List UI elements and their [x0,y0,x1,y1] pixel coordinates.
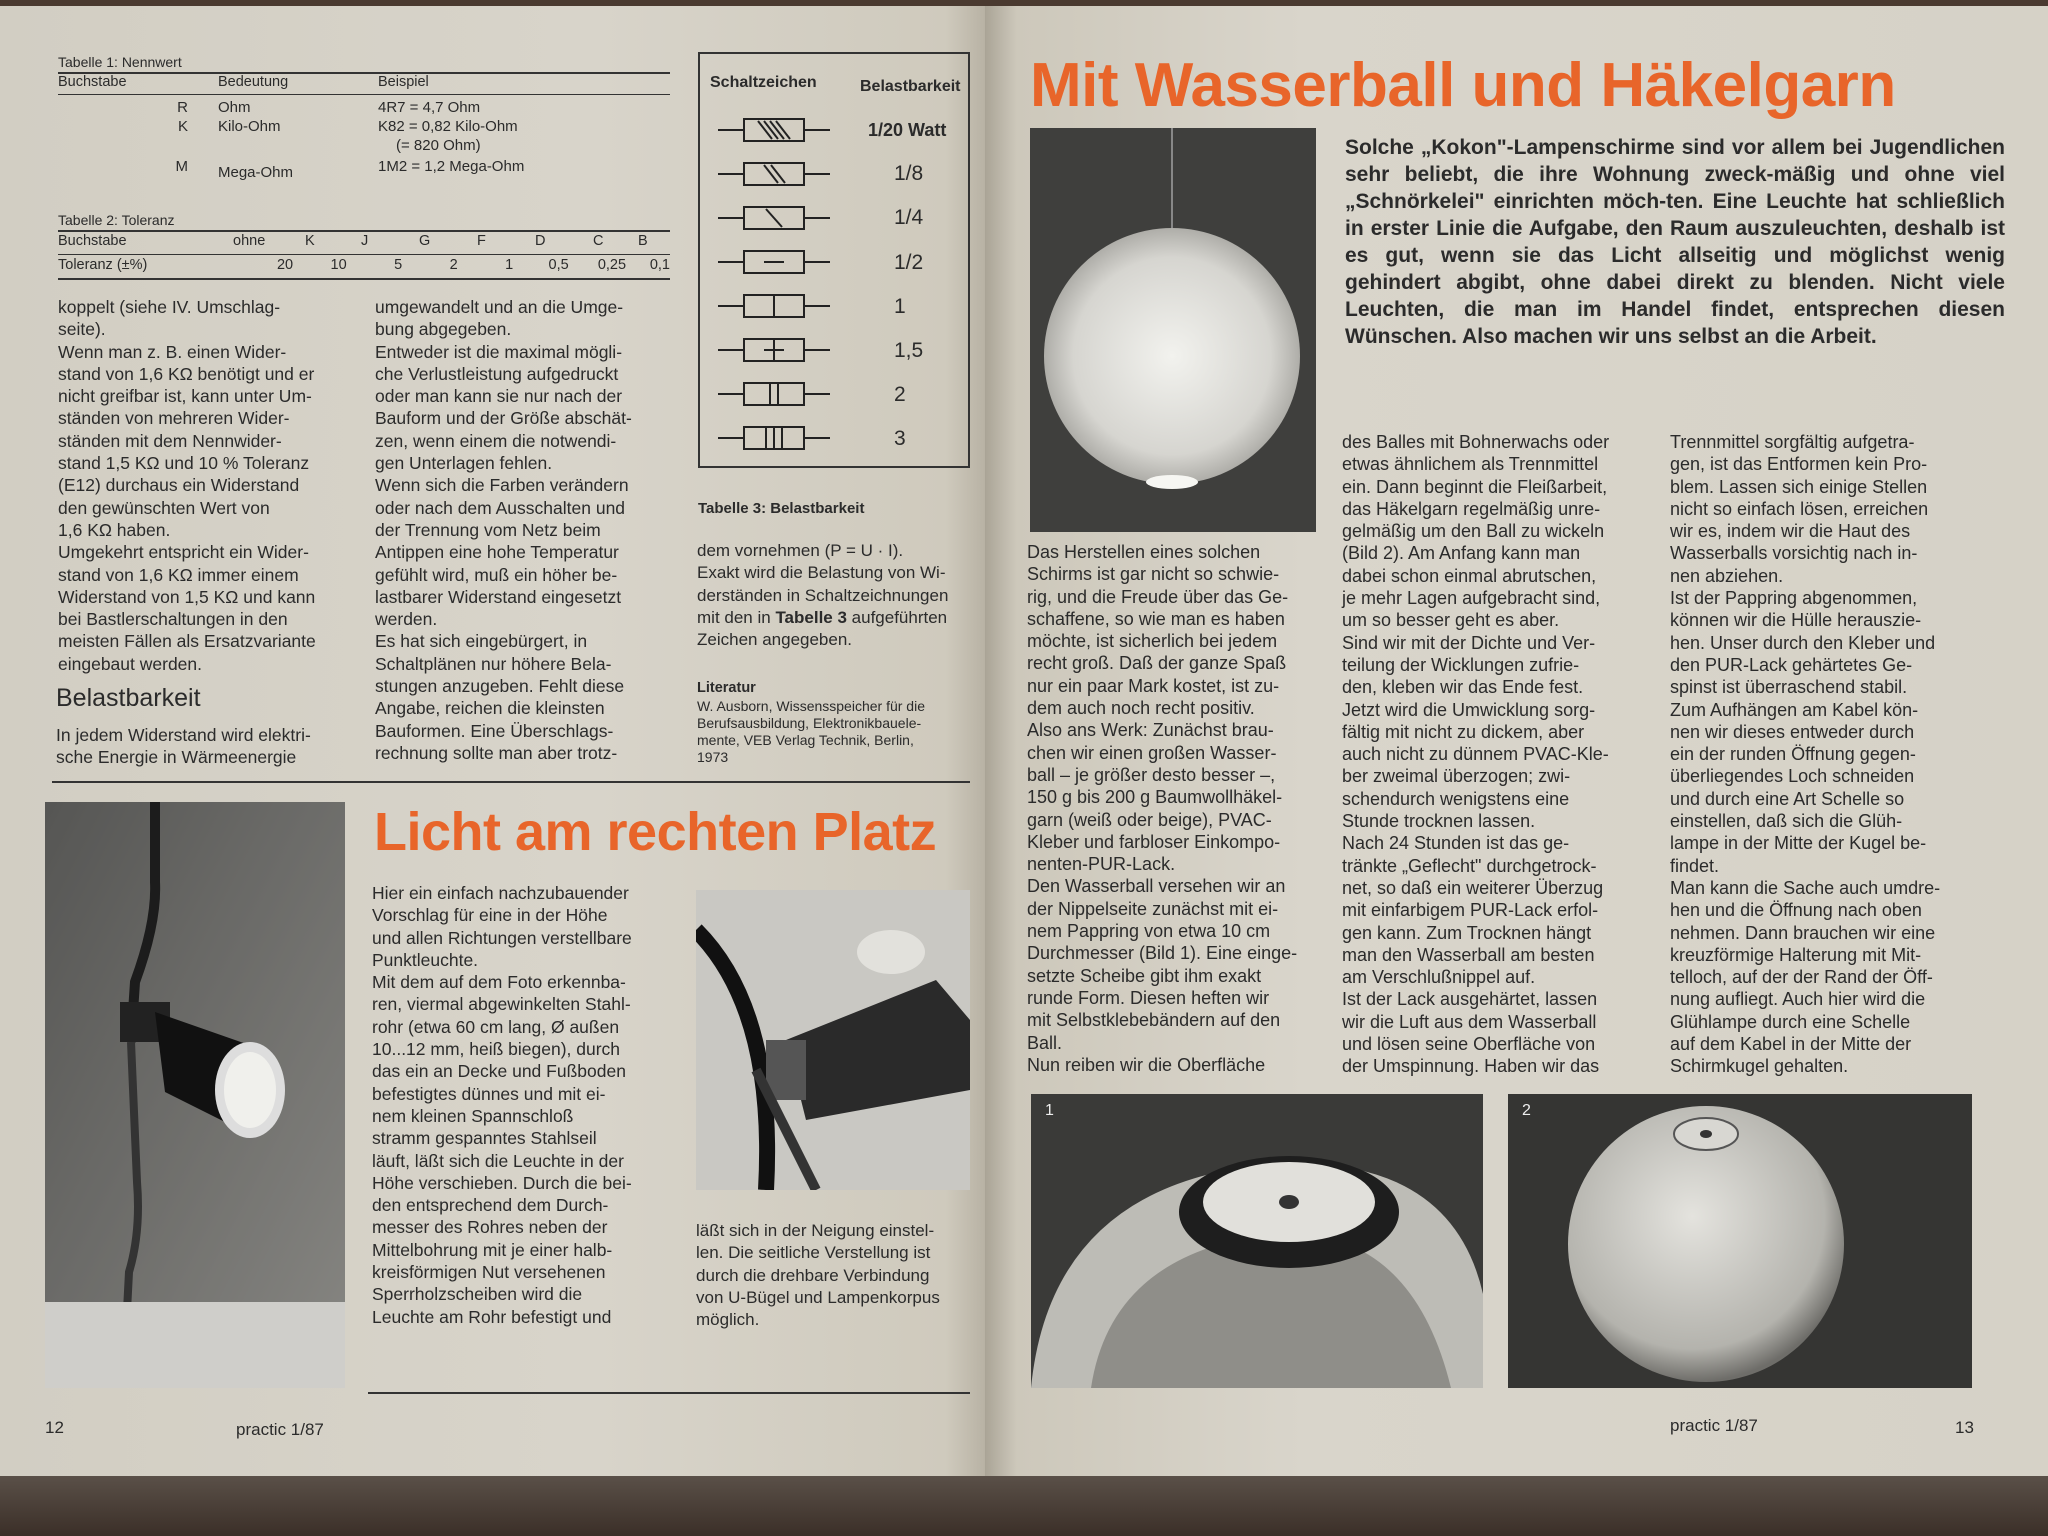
column-1-text: koppelt (siehe IV. Umschlag- seite). Wenn man z. B. einen Wider- stand von 1,6 KΩ benötigt und er nicht greifbar ist, kann unter Um- ständen von mehreren Wider- ständen mit dem Nennwider- stand 1,5 KΩ und 10 % Toleranz (E12) durchaus ein Widerstand den gewünschten Wert von 1,6 KΩ haben. Umgekehrt entspricht ein Wider- stand von 1,6 KΩ immer einem Widerstand von 1,5 KΩ und kann bei Bastlerschaltungen in den meisten Fällen als Ersatzvariante eingebaut werden. [58,297,316,674]
page-number-left: 12 [45,1418,64,1437]
rating: 1,5 [894,339,924,363]
right-column-1: Das Herstellen eines solchen Schirms ist gar nicht so schwie- rig, und die Freude über das Ge- schaffene, so wie man es haben möchte, ist sicherlich bei jedem recht groß. Daß der ganze Spaß nur ein paar Mark kostet, ist zu- dem auch noch recht positiv. Also ans Werk: Zunächst brau- chen wir einen großen Wasser- ball – je größer desto besser –, 150 g bis 200 g Baumwollhäkel- garn (weiß oder beige), PVAC- Kleber und farbloser Einkompo- nenten-PUR-Lack. Den Wasserball versehen wir an der Nippelseite zunächst mit ei- nem Pappring von etwa 10 cm Durchmesser (Bild 1). Eine einge- setzte Scheibe gibt ihm exakt runde Form. Diesen heften wir mit Selbstklebebändern auf den Ball. Nun reiben wir die Oberfläche [1027,542,1298,1075]
left-page [0,6,985,1476]
table-cell: K82 = 0,82 Kilo-Ohm [378,118,518,135]
table2-cell: 0,5 [548,257,569,273]
right-column-2: des Balles mit Bohnerwachs oder etwas ähnlichem als Trennmittel ein. Dann beginnt die Fleißarbeit, das Häkelgarn regelmäßig unre- gelmäßig um den Ball zu wickeln (Bild 2). Am Anfang kann man dabei schon einmal abrutschen, je mehr Lagen aufgebracht sind, um so besser geht es aber. Sind wir mit der Dichte und Ver- teilung der Wicklungen zufrie- den, kleben wir das Ende fest. Jetzt wird die Umwicklung sorg- fältig mit nicht zu dickem, aber auch nicht zu dünnem PVAC-Kle- ber zweimal überzogen; zwi- schendurch wenigstens eine Stunde trocknen lassen. Nach 24 Stunden ist das ge- tränkte „Geflecht" durchgetrock- net, so daß ein weiterer Überzug mit einfarbigem PUR-Lack erfol- gen kann. Zum Trocknen hängt man den Wasserball am besten am Verschlußnippel auf. Ist der Lack ausgehärtet, lassen wir die Luft aus dem Wasserball und lösen seine Oberfläche von der Umspinnung. Haben wir das [1342,432,1610,1077]
table2-header: D [535,233,546,249]
footer-left: practic 1/87 [236,1420,324,1439]
resistor-symbol-icon [718,295,830,317]
table1-header: Bedeutung [218,74,289,90]
column-2-text: umgewandelt und an die Umge- bung abgegeben. Entweder ist die maximal mögli- che Verlustleistung aufgedruckt oder man kann sie nur nach der Bauform und der Größe abschät- zen, wenn einem die notwendi- gen Unterlagen fehlen. Wenn sich die Farben verändern oder nach dem Ausschalten und der Trennung vom Netz beim Antippen eine hohe Temperatur gefühlt wird, muß ein höher be- lastbarer Widerstand eingesetzt werden. Es hat sich eingebürgert, in Schaltplänen nur höhere Bela- stungen anzugeben. Fehlt diese Angabe, reichen die kleinsten Bauformen. Eine Überschlags- rechnung sollte man aber trotz- [375,297,632,763]
photo-2-label: 2 [1522,1102,1531,1119]
table1-body [58,98,670,182]
page-number-right: 13 [1955,1418,1974,1437]
table-cell: Ohm [218,99,251,116]
resistor-symbol-icon [718,119,830,141]
rating: 2 [894,383,906,407]
rating: 1/8 [894,162,924,186]
table1-caption: Tabelle 1: Nennwert [58,54,182,70]
rating: 1/4 [894,206,924,230]
cocoon-lamp-photo-image [1030,128,1316,532]
table3-ratings [868,108,958,462]
table2-cell: 20 [276,257,294,273]
photo-lamp-joint [696,890,970,1190]
photo-1-label: 1 [1045,1102,1054,1119]
article2-title: Licht am rechten Platz [374,802,937,862]
table2-header: Buchstabe [58,233,127,249]
column-3-text [697,540,969,651]
rating: 3 [894,427,906,451]
resistor-symbols [714,102,834,462]
table2-header: F [477,233,486,249]
literature-title: Literatur [697,680,756,696]
table-reference: Tabelle 3 [775,607,847,627]
rating: 1 [894,294,906,318]
photo-bild-2 [1508,1094,1972,1388]
table2-cell: 0,1 [649,257,670,273]
table2-cell: 1 [505,257,514,273]
bild-1-photo-image [1031,1094,1483,1388]
table-cell: M [175,158,188,175]
article-title: Mit Wasserball und Häkelgarn [1030,51,1896,120]
table-cell: (= 820 Ohm) [396,137,481,154]
resistor-symbol-icon [718,251,830,273]
table3-box [698,52,970,468]
table-cell: R [177,99,188,116]
table2-row-label: Toleranz (±%) [58,257,148,273]
table2-header: C [593,233,604,249]
column-3-text-a: dem vornehmen (P = U · I). Exakt wird die Belastung von Wi- derständen in Schaltzeichnungen mit den in [697,541,949,627]
article2-column-1: Hier ein einfach nachzubauender Vorschlag für eine in der Höhe und allen Richtungen verstellbare Punktleuchte. Mit dem auf dem Foto erkennba- ren, viermal abgewinkelten Stahl- rohr (etwa 60 cm lang, Ø außen 10...12 mm, heiß biegen), durch das ein an Decke und Fußboden befestigtes dünnes und mit ei- nem kleinen Spannschloß stramm gespanntes Stahlseil läuft, läßt sich die Leuchte in der Höhe verschieben. Durch die bei- den entsprechend dem Durch- messer des Rohres neben der Mittelbohrung mit je einer halb- kreisförmigen Nut versehenen Sperrholzscheiben wird die Leuchte am Rohr befestigt und [372,883,632,1327]
resistor-symbol-icon [718,207,830,229]
table2-header: B [638,233,648,249]
right-page [985,6,2048,1476]
table2-cell: 0,25 [597,257,627,273]
background-surface [0,1476,2048,1536]
literature-text: W. Ausborn, Wissensspeicher für die Berufsausbildung, Elektronikbauele- mente, VEB Verlag Technik, Berlin, 1973 [697,698,925,765]
table1-header: Beispiel [378,74,429,90]
article2-column-2: läßt sich in der Neigung einstel- len. Die seitliche Verstellung ist durch die drehbare Verbindung von U-Bügel und Lampenkorpus möglich. [696,1221,940,1330]
table2-cell: 10 [330,257,347,273]
table3-caption: Tabelle 3: Belastbarkeit [698,500,865,517]
table-cell: Mega-Ohm [218,164,294,181]
article-intro: Solche „Kokon"-Lampenschirme sind vor allem bei Jugendlichen sehr beliebt, die ihre Wohnung zweck-mäßig und ohne viel „Schnörkelei" einrichten möch-ten. Eine Leuchte hat schließlich in erster Linie die Aufgabe, den Raum auszuleuchten, deshalb ist es gut, wenn sie das Licht allseitig und möglichst wenig gehindert abgibt, ohne dabei direkt zu blenden. Nicht viele Leuchten, die man im Handel findet, entsprechen diesen Wünschen. Also machen wir uns selbst an die Arbeit. [1345,136,2005,348]
table3-col-header: Schaltzeichen [710,74,817,91]
table-cell: 4R7 = 4,7 Ohm [378,99,481,116]
table2-header: G [419,233,431,249]
resistor-symbol-icon [718,427,830,449]
photo-bild-1 [1031,1094,1483,1388]
table-cell: 1M2 = 1,2 Mega-Ohm [378,158,525,175]
column-1-text-2: In jedem Widerstand wird elektri- sche Energie in Wärmeenergie [56,725,311,768]
table2-cell: 5 [394,257,403,273]
spotlight-photo-image [45,802,345,1388]
table2-header: K [305,233,315,249]
table1 [58,74,670,94]
table3-col-header: Belastbarkeit [860,78,961,95]
resistor-symbol-icon [718,163,830,185]
footer-right: practic 1/87 [1670,1416,1758,1435]
table2-header: J [361,233,369,249]
table2-cell: 2 [449,257,458,273]
resistor-symbol-icon [718,339,830,361]
photo-spotlight [45,802,345,1388]
bild-2-photo-image [1508,1094,1972,1388]
table-cell: K [177,118,188,135]
table2 [58,233,670,280]
table1-header: Buchstabe [58,74,127,90]
rating: 1/20 Watt [868,120,947,140]
lamp-joint-photo-image [696,890,970,1190]
subheading: Belastbarkeit [56,684,201,712]
photo-cocoon-lamp [1030,128,1316,532]
resistor-symbol-icon [718,383,830,405]
rating: 1/2 [894,250,924,274]
table-cell: Kilo-Ohm [218,118,281,135]
right-column-3: Trennmittel sorgfältig aufgetra- gen, ist das Entformen kein Pro- blem. Lassen sich einige Stellen nicht so einfach lösen, erreichen wir es, indem wir die Haut des Wasserballs vorsichtig nach in- nen abziehen. Ist der Pappring abgenommen, können wir die Hülle herauszie- hen. Unser durch den Kleber und den PUR-Lack gehärtetes Ge- spinst ist überraschend stabil. Zum Aufhängen am Kabel kön- nen wir dieses entweder durch ein der runden Öffnung gegen- überliegendes Loch schneiden und durch eine Art Schelle so einstellen, daß sich die Glüh- lampe in der Mitte der Kugel be- findet. Man kann die Sache auch umdre- hen und die Öffnung nach oben nehmen. Dann brauchen wir eine kreuzförmige Halterung mit Mit- telloch, auf der der Rand der Öff- nung aufliegt. Auch hier wird die Glühlampe durch eine Schelle auf dem Kabel in der Mitte der Schirmkugel gehalten. [1670,432,1941,1077]
table2-caption: Tabelle 2: Toleranz [58,212,175,228]
column-3-text-b: aufgeführten Zeichen angegeben. [697,607,948,650]
table2-header: ohne [233,233,266,249]
